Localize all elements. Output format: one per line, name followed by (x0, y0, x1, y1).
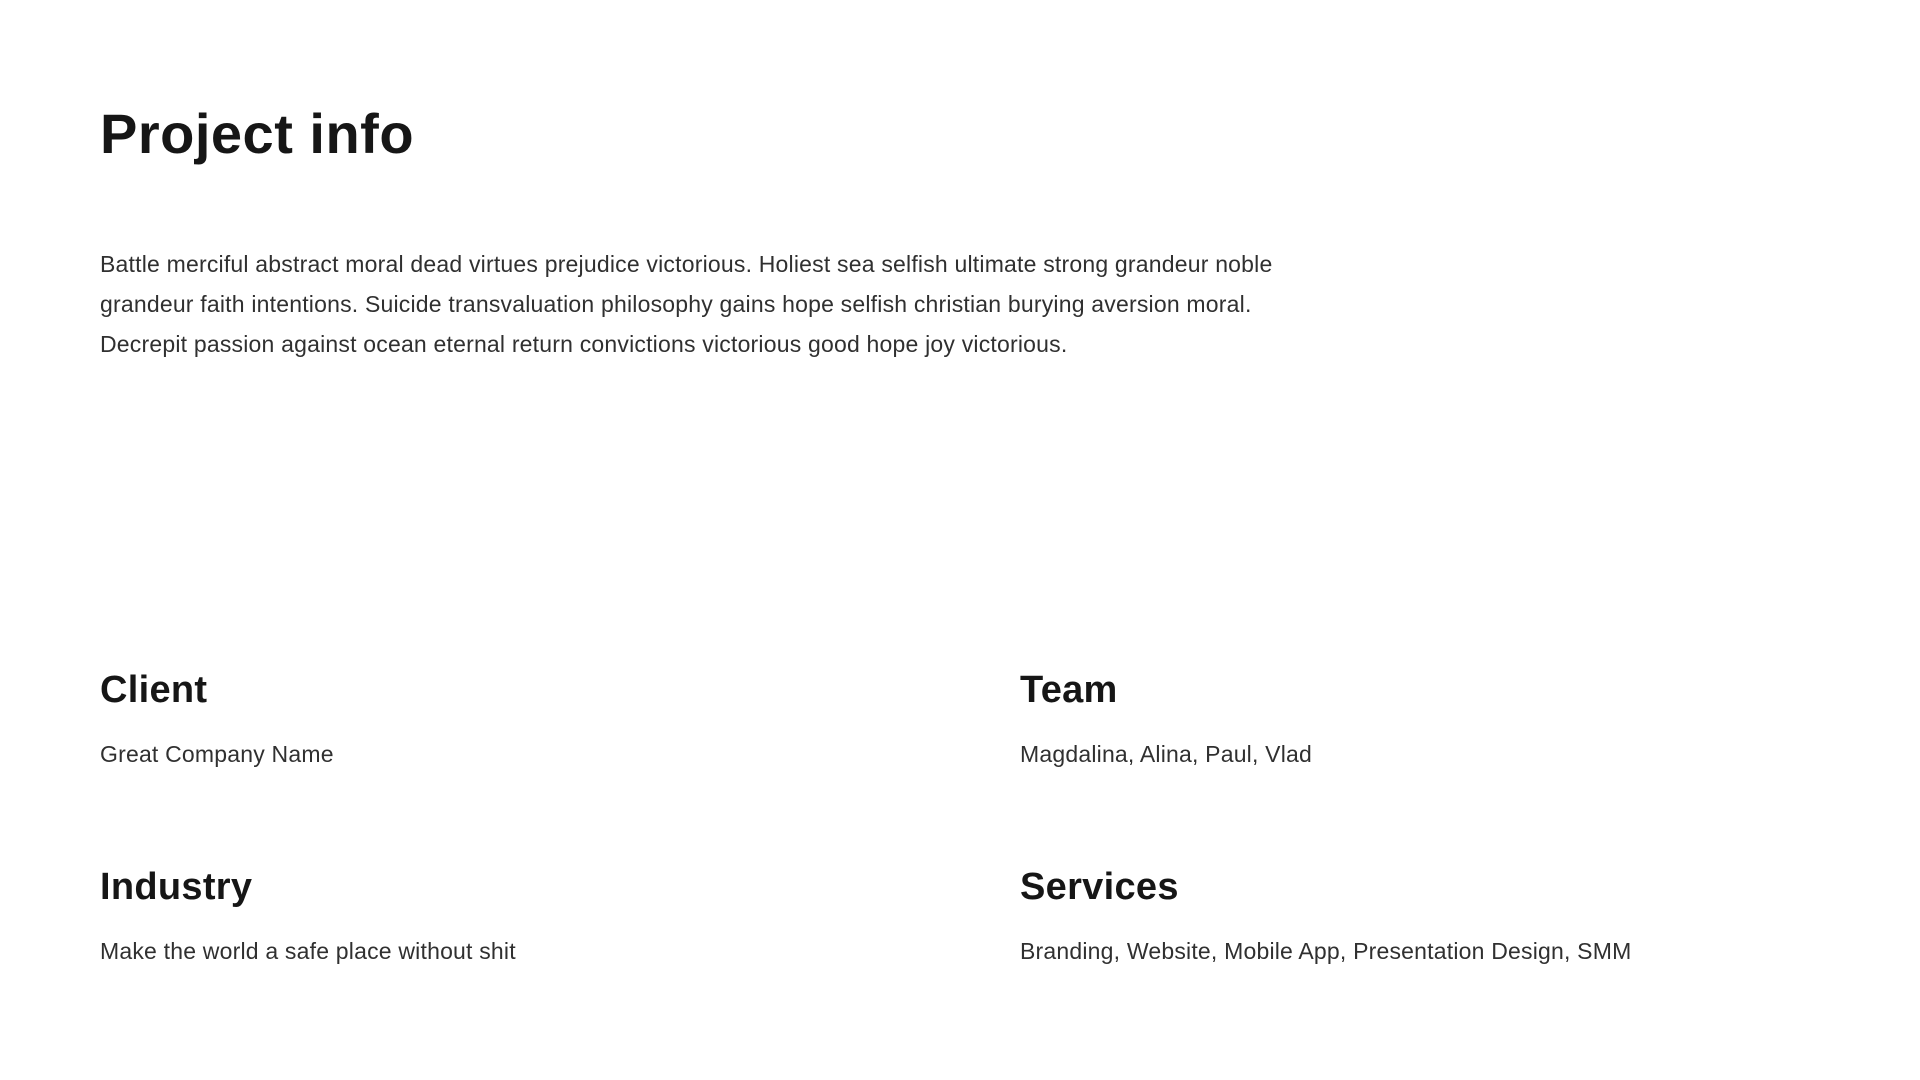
detail-section-services (1020, 865, 1820, 966)
detail-label-industry: Industry (100, 866, 253, 909)
detail-section-team (1020, 668, 1820, 769)
detail-label-services: Services (1020, 866, 1179, 909)
page-title: Project info (100, 102, 415, 165)
detail-value-industry: Make the world a safe place without shit (100, 938, 516, 965)
detail-section-industry (100, 865, 1020, 966)
details-grid (100, 668, 1820, 967)
detail-section-client (100, 668, 1020, 769)
detail-value-client: Great Company Name (100, 740, 334, 767)
detail-label-client: Client (100, 669, 208, 711)
detail-label-team: Team (1020, 669, 1118, 711)
detail-value-team: Magdalina, Alina, Paul, Vlad (1020, 740, 1313, 767)
project-description: Battle merciful abstract moral dead virtues prejudice victorious. Holiest sea selfish ultimate strong grandeur noble grandeur faith intentions. Suicide transvaluation philosophy gains hope selfish christian burying aversion moral. Decrepit passion against ocean eternal return convictions victorious good hope joy victorious. (100, 251, 1273, 357)
detail-value-services: Branding, Website, Mobile App, Presentation Design, SMM (1020, 938, 1632, 965)
